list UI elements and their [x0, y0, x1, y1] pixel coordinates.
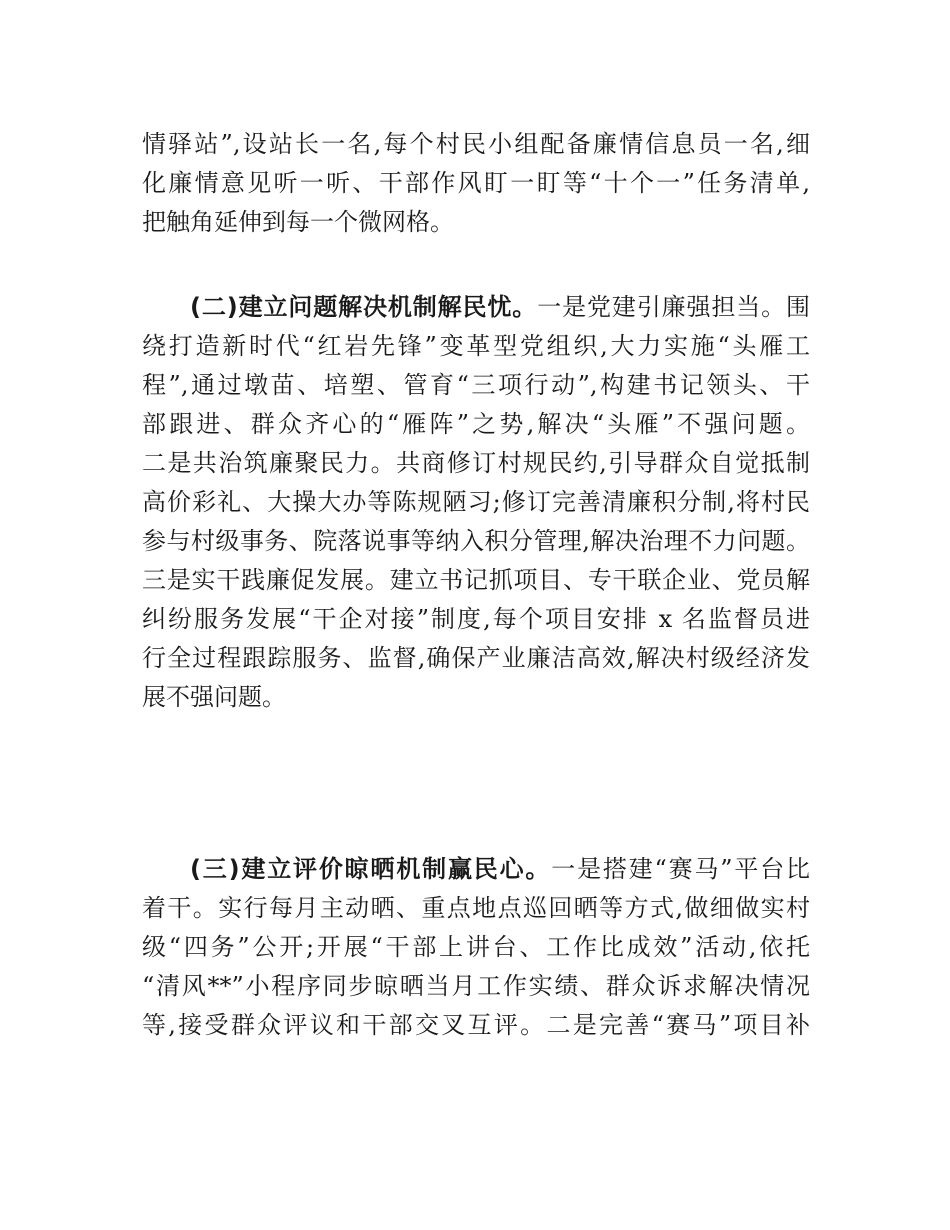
- text-line: [142, 850, 810, 889]
- text-run: 一是党建引廉强担当。围: [537, 293, 811, 321]
- text-line: [142, 288, 810, 327]
- paragraph-3: [142, 850, 810, 1045]
- text-line: 二是共治筑廉聚民力。共商修订村规民约,引导群众自觉抵制: [142, 449, 810, 477]
- text-line: 级“四务”公开;开展“干部上讲台、工作比成效”活动,依托: [142, 933, 810, 961]
- text-line: 纠纷服务发展“干企对接”制度,每个项目安排 x 名监督员进: [142, 605, 810, 633]
- text-line: 三是实干践廉促发展。建立书记抓项目、专干联企业、党员解: [142, 566, 810, 594]
- text-line: 程”,通过墩苗、培塑、管育“三项行动”,构建书记领头、干: [142, 371, 810, 399]
- paragraph-2: [142, 288, 810, 717]
- section-heading-3: (三)建立评价晾晒机制赢民心。: [190, 855, 552, 883]
- text-line: 着干。实行每月主动晒、重点地点巡回晒等方式,做细做实村: [142, 894, 810, 922]
- text-line: 绕打造新时代“红岩先锋”变革型党组织,大力实施“头雁工: [142, 332, 810, 360]
- text-line: 把触角延伸到每一个微网格。: [142, 208, 454, 236]
- text-line: 部跟进、群众齐心的“雁阵”之势,解决“头雁”不强问题。: [142, 410, 810, 438]
- section-heading-2: (二)建立问题解决机制解民忧。: [190, 293, 538, 321]
- text-line: 展不强问题。: [142, 683, 286, 711]
- text-line: 等,接受群众评议和干部交叉互评。二是完善“赛马”项目补: [142, 1011, 810, 1039]
- text-line: “清风**”小程序同步晾晒当月工作实绩、群众诉求解决情况: [142, 972, 810, 1000]
- text-line: 化廉情意见听一听、干部作风盯一盯等“十个一”任务清单,: [142, 169, 810, 197]
- text-line: 高价彩礼、大操大办等陈规陋习;修订完善清廉积分制,将村民: [142, 488, 810, 516]
- text-line: 参与村级事务、院落说事等纳入积分管理,解决治理不力问题。: [142, 527, 810, 555]
- text-line: 情驿站”,设站长一名,每个村民小组配备廉情信息员一名,细: [142, 130, 810, 158]
- paragraph-1: [142, 125, 810, 242]
- text-line: 行全过程跟踪服务、监督,确保产业廉洁高效,解决村级经济发: [142, 644, 810, 672]
- text-run: 一是搭建“赛马”平台比: [551, 855, 810, 883]
